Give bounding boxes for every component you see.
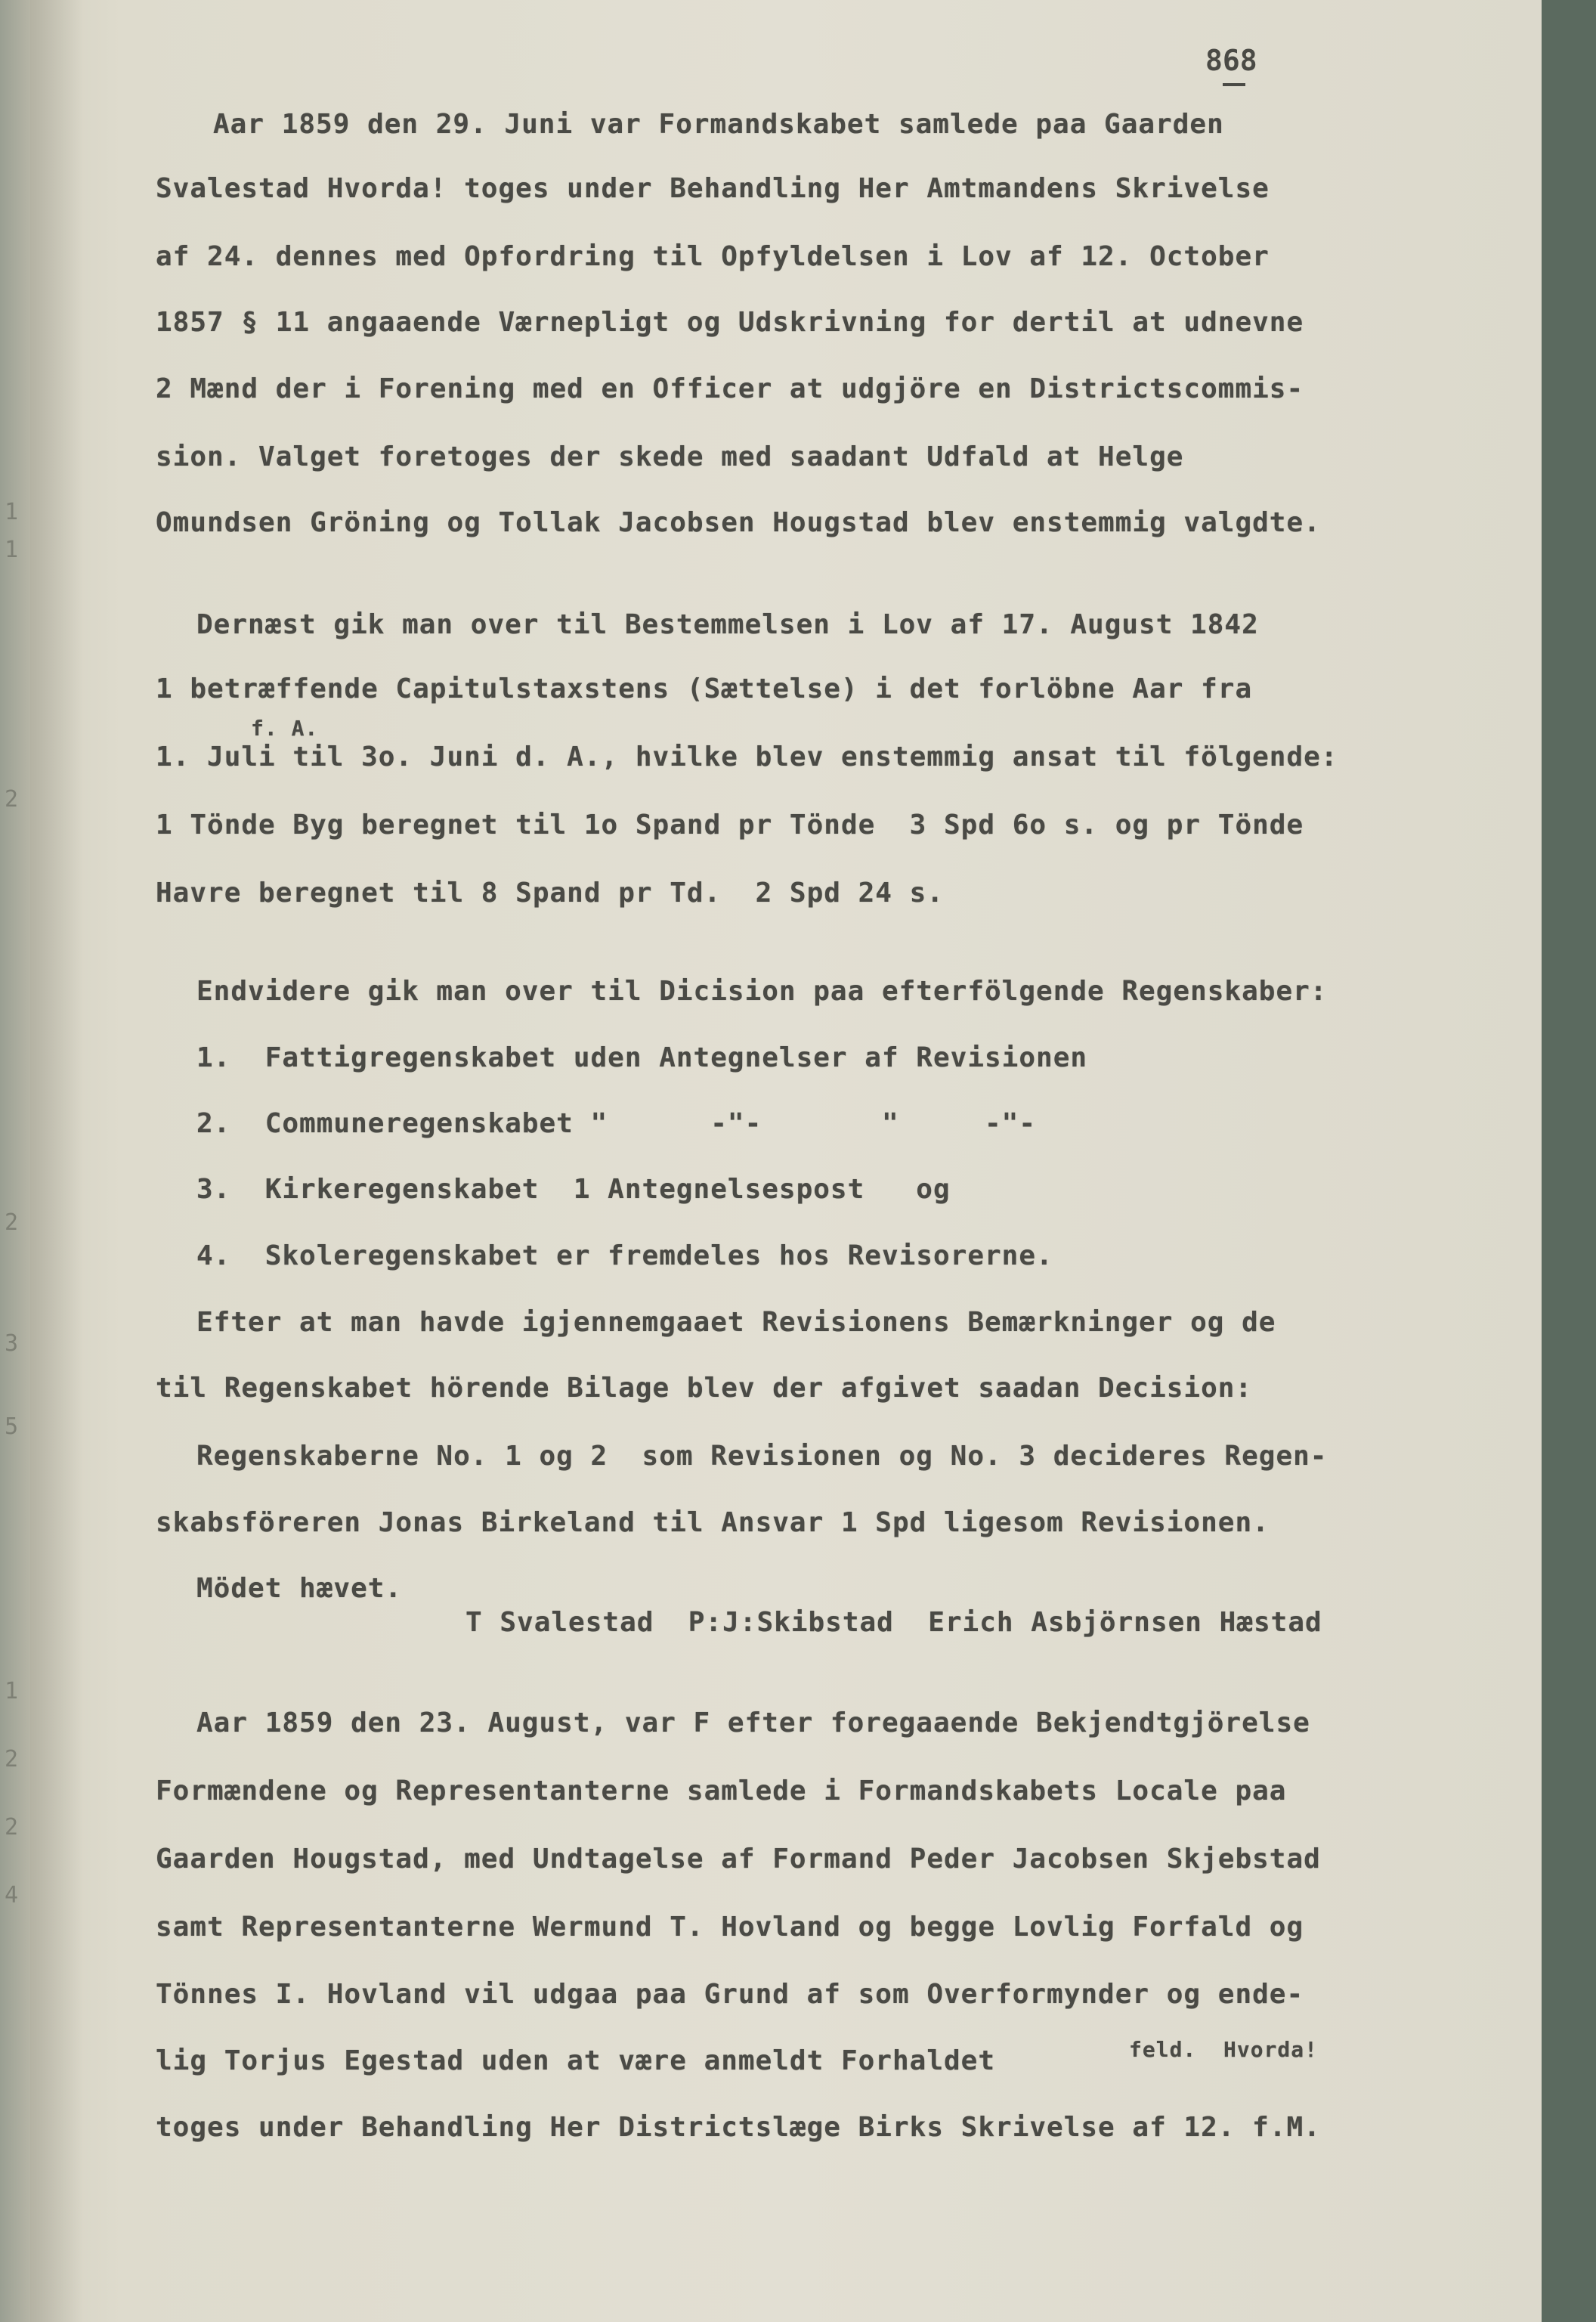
paper-sheet: [30, 0, 1542, 2322]
text-line: Tönnes I. Hovland vil udgaa paa Grund af som Overformynder og ende-: [156, 1979, 1304, 2010]
list-item: 4. Skoleregenskabet er fremdeles hos Revisorerne.: [196, 1240, 1053, 1271]
text-line: Aar 1859 den 29. Juni var Formandskabet samlede paa Gaarden: [213, 109, 1224, 140]
page-number-underline: [1223, 83, 1245, 86]
text-line: sion. Valget foretoges der skede med saadant Udfald at Helge: [156, 441, 1184, 472]
page-number: 868: [1205, 44, 1257, 77]
signatures: T Svalestad P:J:Skibstad Erich Asbjörnsen Hæstad: [466, 1607, 1322, 1638]
text-line: 1. Juli til 3o. Juni d. A., hvilke blev enstemmig ansat til fölgende:: [156, 741, 1338, 772]
text-line: Dernæst gik man over til Bestemmelsen i Lov af 17. August 1842: [196, 609, 1259, 640]
margin-mark: 4: [5, 1882, 19, 1909]
text-line: Mödet hævet.: [196, 1573, 403, 1604]
text-line: 1857 § 11 angaaende Værnepligt og Udskrivning for dertil at udnevne: [156, 307, 1304, 338]
margin-mark: 2: [5, 786, 19, 813]
margin-mark: 3: [5, 1330, 19, 1357]
margin-mark: 1: [5, 499, 19, 525]
text-line: 2 Mænd der i Forening med en Officer at udgjöre en Districtscommis-: [156, 373, 1304, 404]
text-line: Regenskaberne No. 1 og 2 som Revisionen og No. 3 decideres Regen-: [196, 1441, 1328, 1472]
margin-mark: 2: [5, 1209, 19, 1236]
text-line: toges under Behandling Her Districtslæge Birks Skrivelse af 12. f.M.: [156, 2112, 1321, 2143]
text-line: Svalestad Hvorda! toges under Behandling Her Amtmandens Skrivelse: [156, 173, 1270, 204]
text-line: Efter at man havde igjennemgaaet Revisionens Bemærkninger og de: [196, 1307, 1276, 1338]
list-item: 3. Kirkeregenskabet 1 Antegnelsespost og: [196, 1174, 951, 1205]
margin-mark: 1: [5, 1678, 19, 1704]
text-line: Omundsen Gröning og Tollak Jacobsen Hougstad blev enstemmig valgdte.: [156, 507, 1321, 538]
list-item: 1. Fattigregenskabet uden Antegnelser af Revisionen: [196, 1042, 1088, 1073]
text-line: 1 Tönde Byg beregnet til 1o Spand pr Tönde 3 Spd 6o s. og pr Tönde: [156, 810, 1304, 841]
page-gutter-shadow: [30, 0, 83, 2322]
text-line: skabsföreren Jonas Birkeland til Ansvar 1 Spd ligesom Revisionen.: [156, 1507, 1270, 1538]
margin-mark: 2: [5, 1814, 19, 1841]
text-line: Formændene og Representanterne samlede i Formandskabets Locale paa: [156, 1776, 1287, 1807]
scanner-edge: [0, 0, 30, 2322]
text-line: lig Torjus Egestad uden at være anmeldt Forhaldet: [156, 2045, 996, 2076]
text-line: til Regenskabet hörende Bilage blev der afgivet saadan Decision:: [156, 1373, 1253, 1404]
list-item: 2. Communeregenskabet " -"- " -"-: [196, 1108, 1037, 1139]
text-line: Gaarden Hougstad, med Undtagelse af Formand Peder Jacobsen Skjebstad: [156, 1844, 1321, 1875]
interlinear-insert: f. A.: [251, 716, 319, 741]
text-line: Endvidere gik man over til Dicision paa efterfölgende Regenskaber:: [196, 976, 1328, 1007]
text-line: Havre beregnet til 8 Spand pr Td. 2 Spd 24 s.: [156, 878, 944, 909]
margin-mark: 1: [5, 537, 19, 563]
interlinear-insert: feld. Hvorda!: [1129, 2037, 1319, 2062]
text-line: samt Representanterne Wermund T. Hovland og begge Lovlig Forfald og: [156, 1912, 1304, 1943]
text-line: Aar 1859 den 23. August, var F efter foregaaende Bekjendtgjörelse: [196, 1707, 1310, 1738]
text-line: 1 betræffende Capitulstaxstens (Sættelse) i det forlöbne Aar fra: [156, 673, 1253, 704]
margin-mark: 5: [5, 1413, 19, 1440]
text-line: af 24. dennes med Opfordring til Opfyldelsen i Lov af 12. October: [156, 241, 1270, 272]
margin-mark: 2: [5, 1746, 19, 1772]
